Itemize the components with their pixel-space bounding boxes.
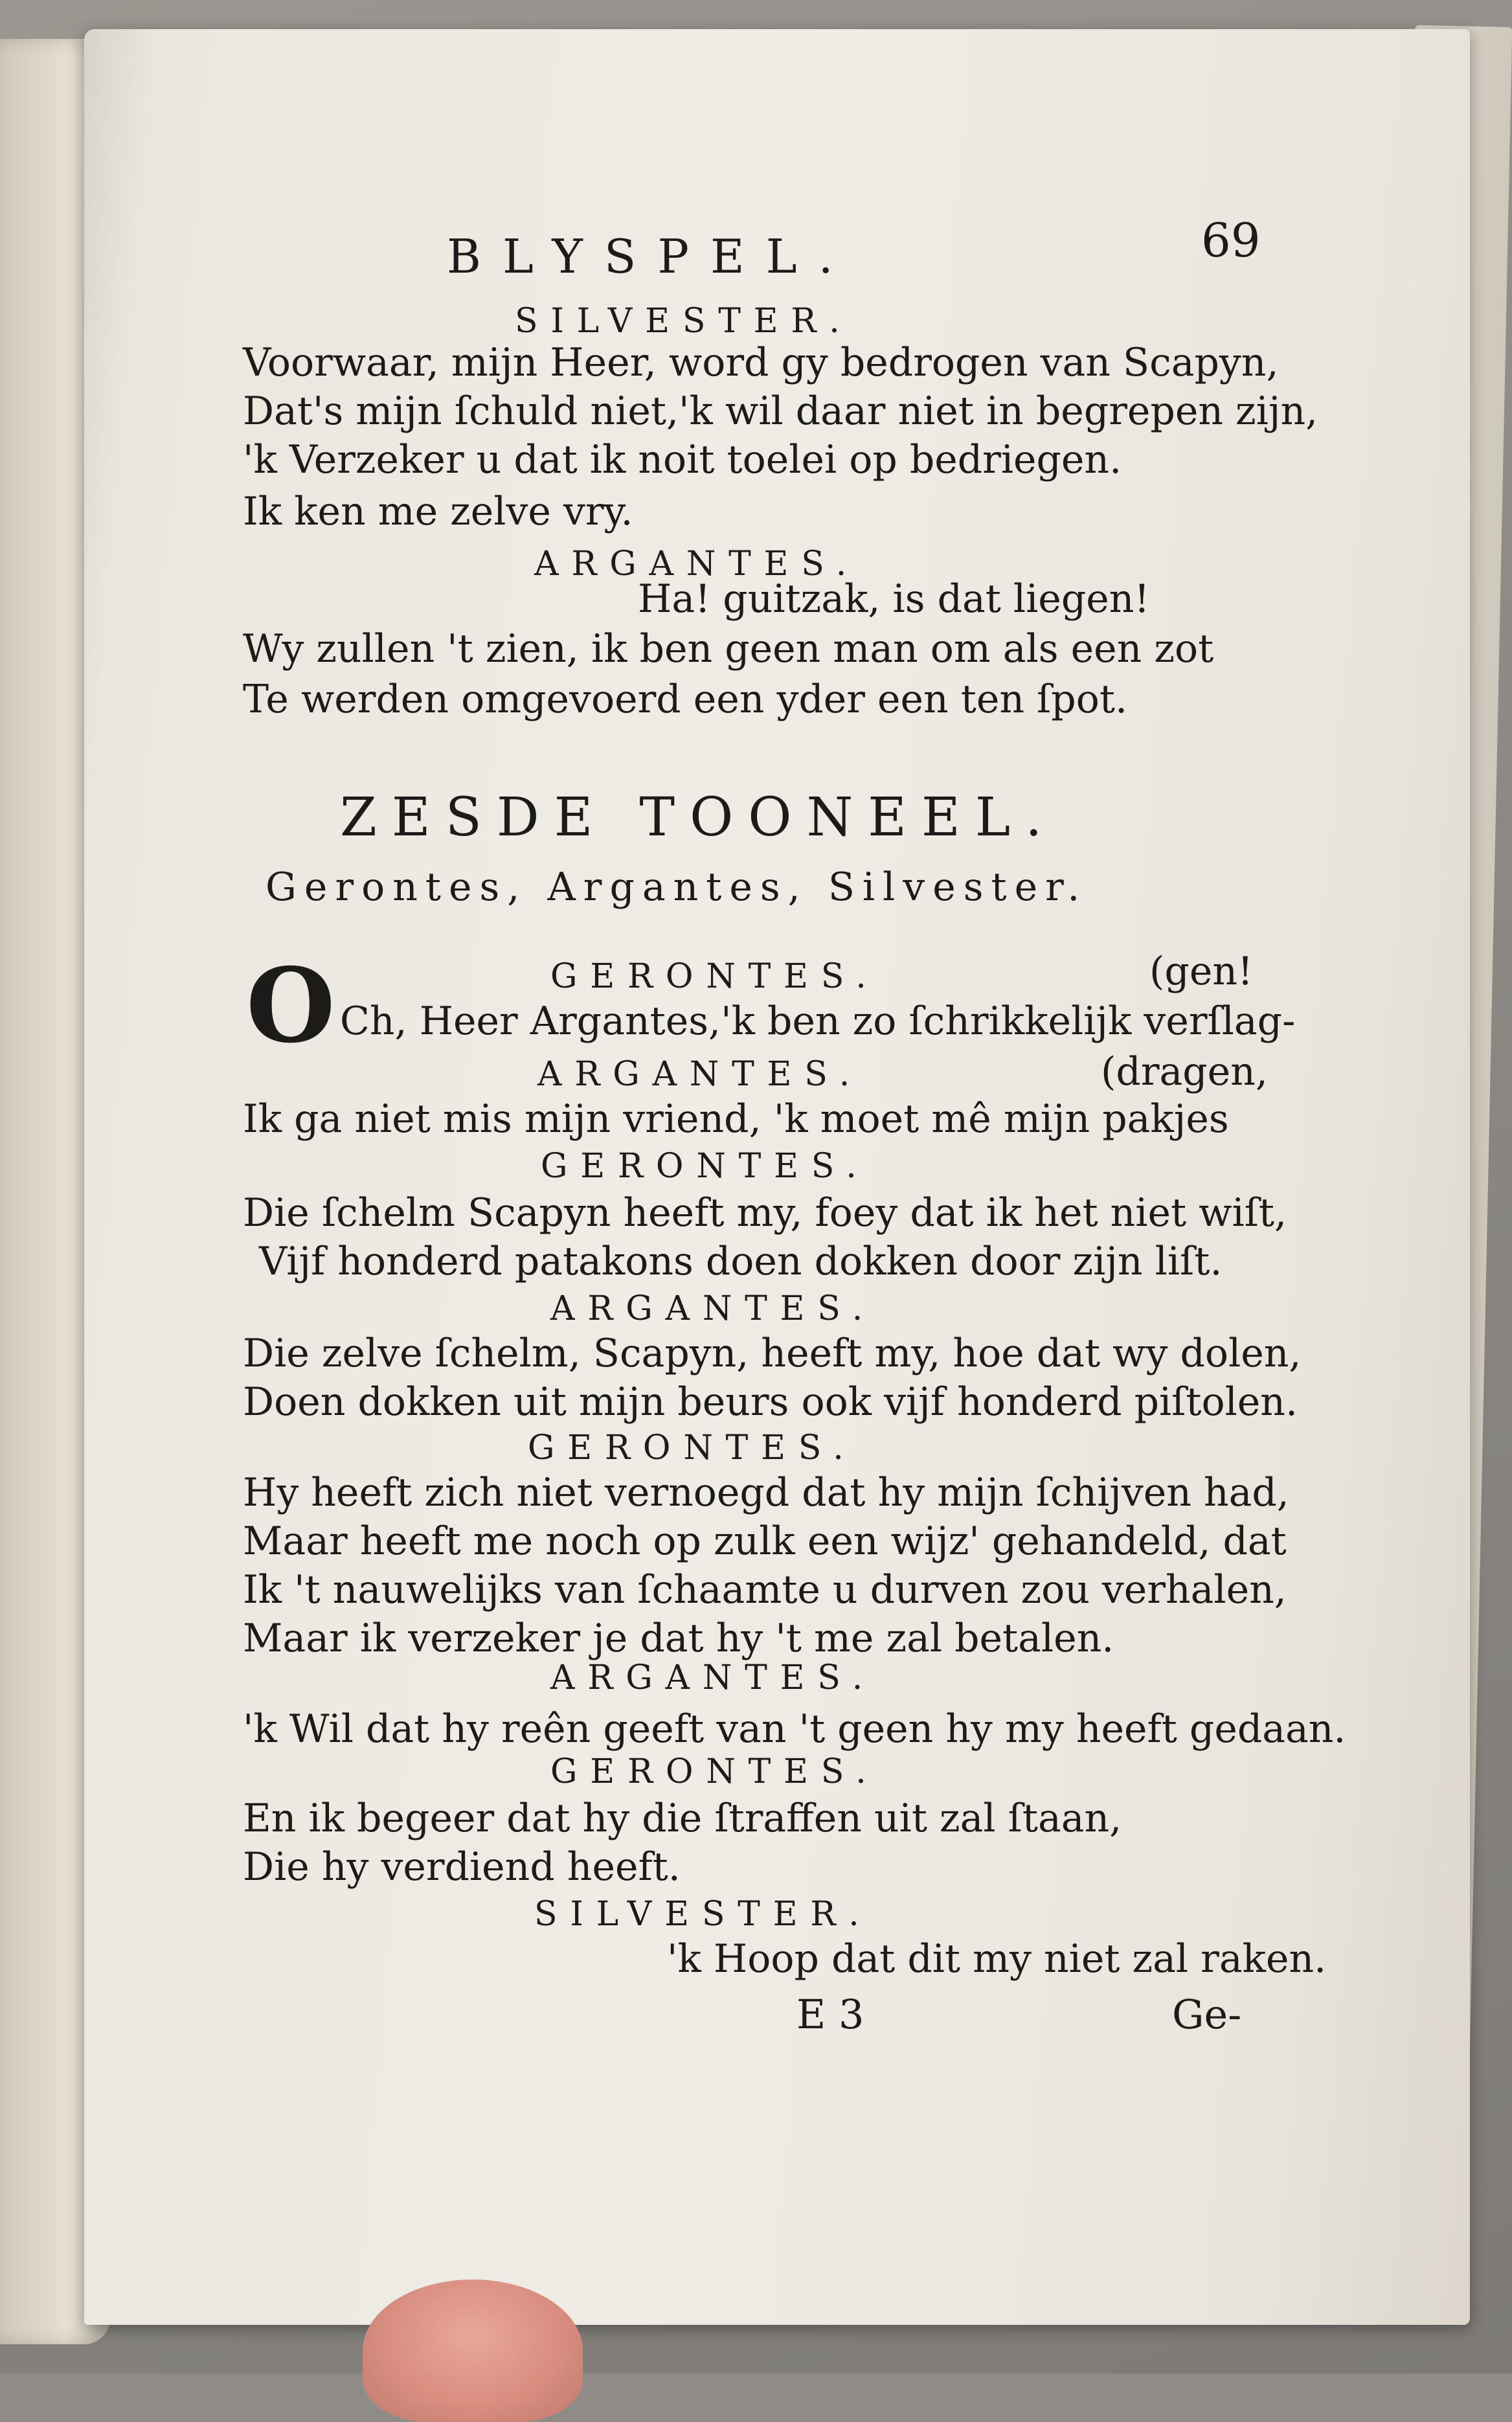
- speaker-name: ARGANTES.: [534, 545, 860, 583]
- verse-line: Wy zullen 't zien, ik ben geen man om als een zot: [243, 626, 1214, 672]
- verse-line: En ik begeer dat hy die ſtraffen uit zal ſtaan,: [243, 1796, 1122, 1841]
- verse-line: Ik ga niet mis mijn vriend, 'k moet mê mijn pakjes: [243, 1096, 1229, 1142]
- speaker-name: SILVESTER.: [515, 302, 853, 341]
- verse-line: 'k Wil dat hy reên geeft van 't geen hy my heeft gedaan.: [243, 1706, 1346, 1752]
- verse-line: Ik ken me zelve vry.: [243, 489, 633, 534]
- verse-line: Maar heeft me noch op zulk een wijz' gehandeld, dat: [243, 1519, 1287, 1564]
- scene-title: ZESDE TOONEEL.: [340, 787, 1057, 848]
- verse-line: Maar ik verzeker je dat hy 't me zal betalen.: [243, 1616, 1114, 1661]
- verse-line: Die ſchelm Scapyn heeft my, foey dat ik het niet wiſt,: [243, 1190, 1287, 1236]
- verse-line: Hy heeft zich niet vernoegd dat hy mijn ſchijven had,: [243, 1470, 1289, 1515]
- verse-line: Vijf honderd patakons doen dokken door zijn liſt.: [259, 1239, 1223, 1284]
- speaker-name: ARGANTES.: [550, 1289, 876, 1328]
- turnover-text: (dragen,: [1101, 1049, 1268, 1094]
- turnover-text: (gen!: [1149, 949, 1254, 994]
- verse-line: 'k Verzeker u dat ik noit toelei op bedriegen.: [243, 437, 1122, 482]
- verse-line: Dat's mijn ſchuld niet,'k wil daar niet in begrepen zijn,: [243, 389, 1318, 434]
- running-title: BLYSPEL.: [447, 229, 855, 284]
- speaker-name: GERONTES.: [528, 1429, 857, 1467]
- verse-line: Ha! guitzak, is dat liegen!: [638, 576, 1150, 622]
- verse-line: Die hy verdiend heeft.: [243, 1844, 681, 1890]
- verse-line: Die zelve ſchelm, Scapyn, heeft my, hoe dat wy dolen,: [243, 1331, 1302, 1376]
- verse-line: Voorwaar, mijn Heer, word gy bedrogen van Scapyn,: [243, 340, 1279, 385]
- speaker-name: GERONTES.: [541, 1147, 870, 1186]
- speaker-name: GERONTES.: [550, 957, 879, 996]
- verse-line: Doen dokken uit mijn beurs ook vijf honderd piſtolen.: [243, 1379, 1298, 1425]
- catchword: Ge-: [1172, 1991, 1242, 2038]
- verse-line: Ik 't nauwelijks van ſchaamte u durven zou verhalen,: [243, 1567, 1287, 1613]
- speaker-name: GERONTES.: [550, 1752, 879, 1791]
- speaker-name: ARGANTES.: [550, 1658, 876, 1697]
- speaker-name: SILVESTER.: [534, 1895, 872, 1934]
- signature-mark: E 3: [796, 1991, 864, 2038]
- speaker-name: ARGANTES.: [537, 1055, 863, 1094]
- verse-line: Te werden omgevoerd een yder een ten ſpot.: [243, 677, 1128, 722]
- thumb: [363, 2280, 583, 2422]
- verse-line: 'k Hoop dat dit my niet zal raken.: [667, 1936, 1327, 1982]
- verse-line: Ch, Heer Argantes,'k ben zo ſchrikkelijk verſlag-: [340, 999, 1296, 1044]
- drop-cap: O: [246, 946, 335, 1066]
- cast-list: Gerontes, Argantes, Silvester.: [265, 865, 1088, 910]
- page-number: 69: [1201, 213, 1261, 267]
